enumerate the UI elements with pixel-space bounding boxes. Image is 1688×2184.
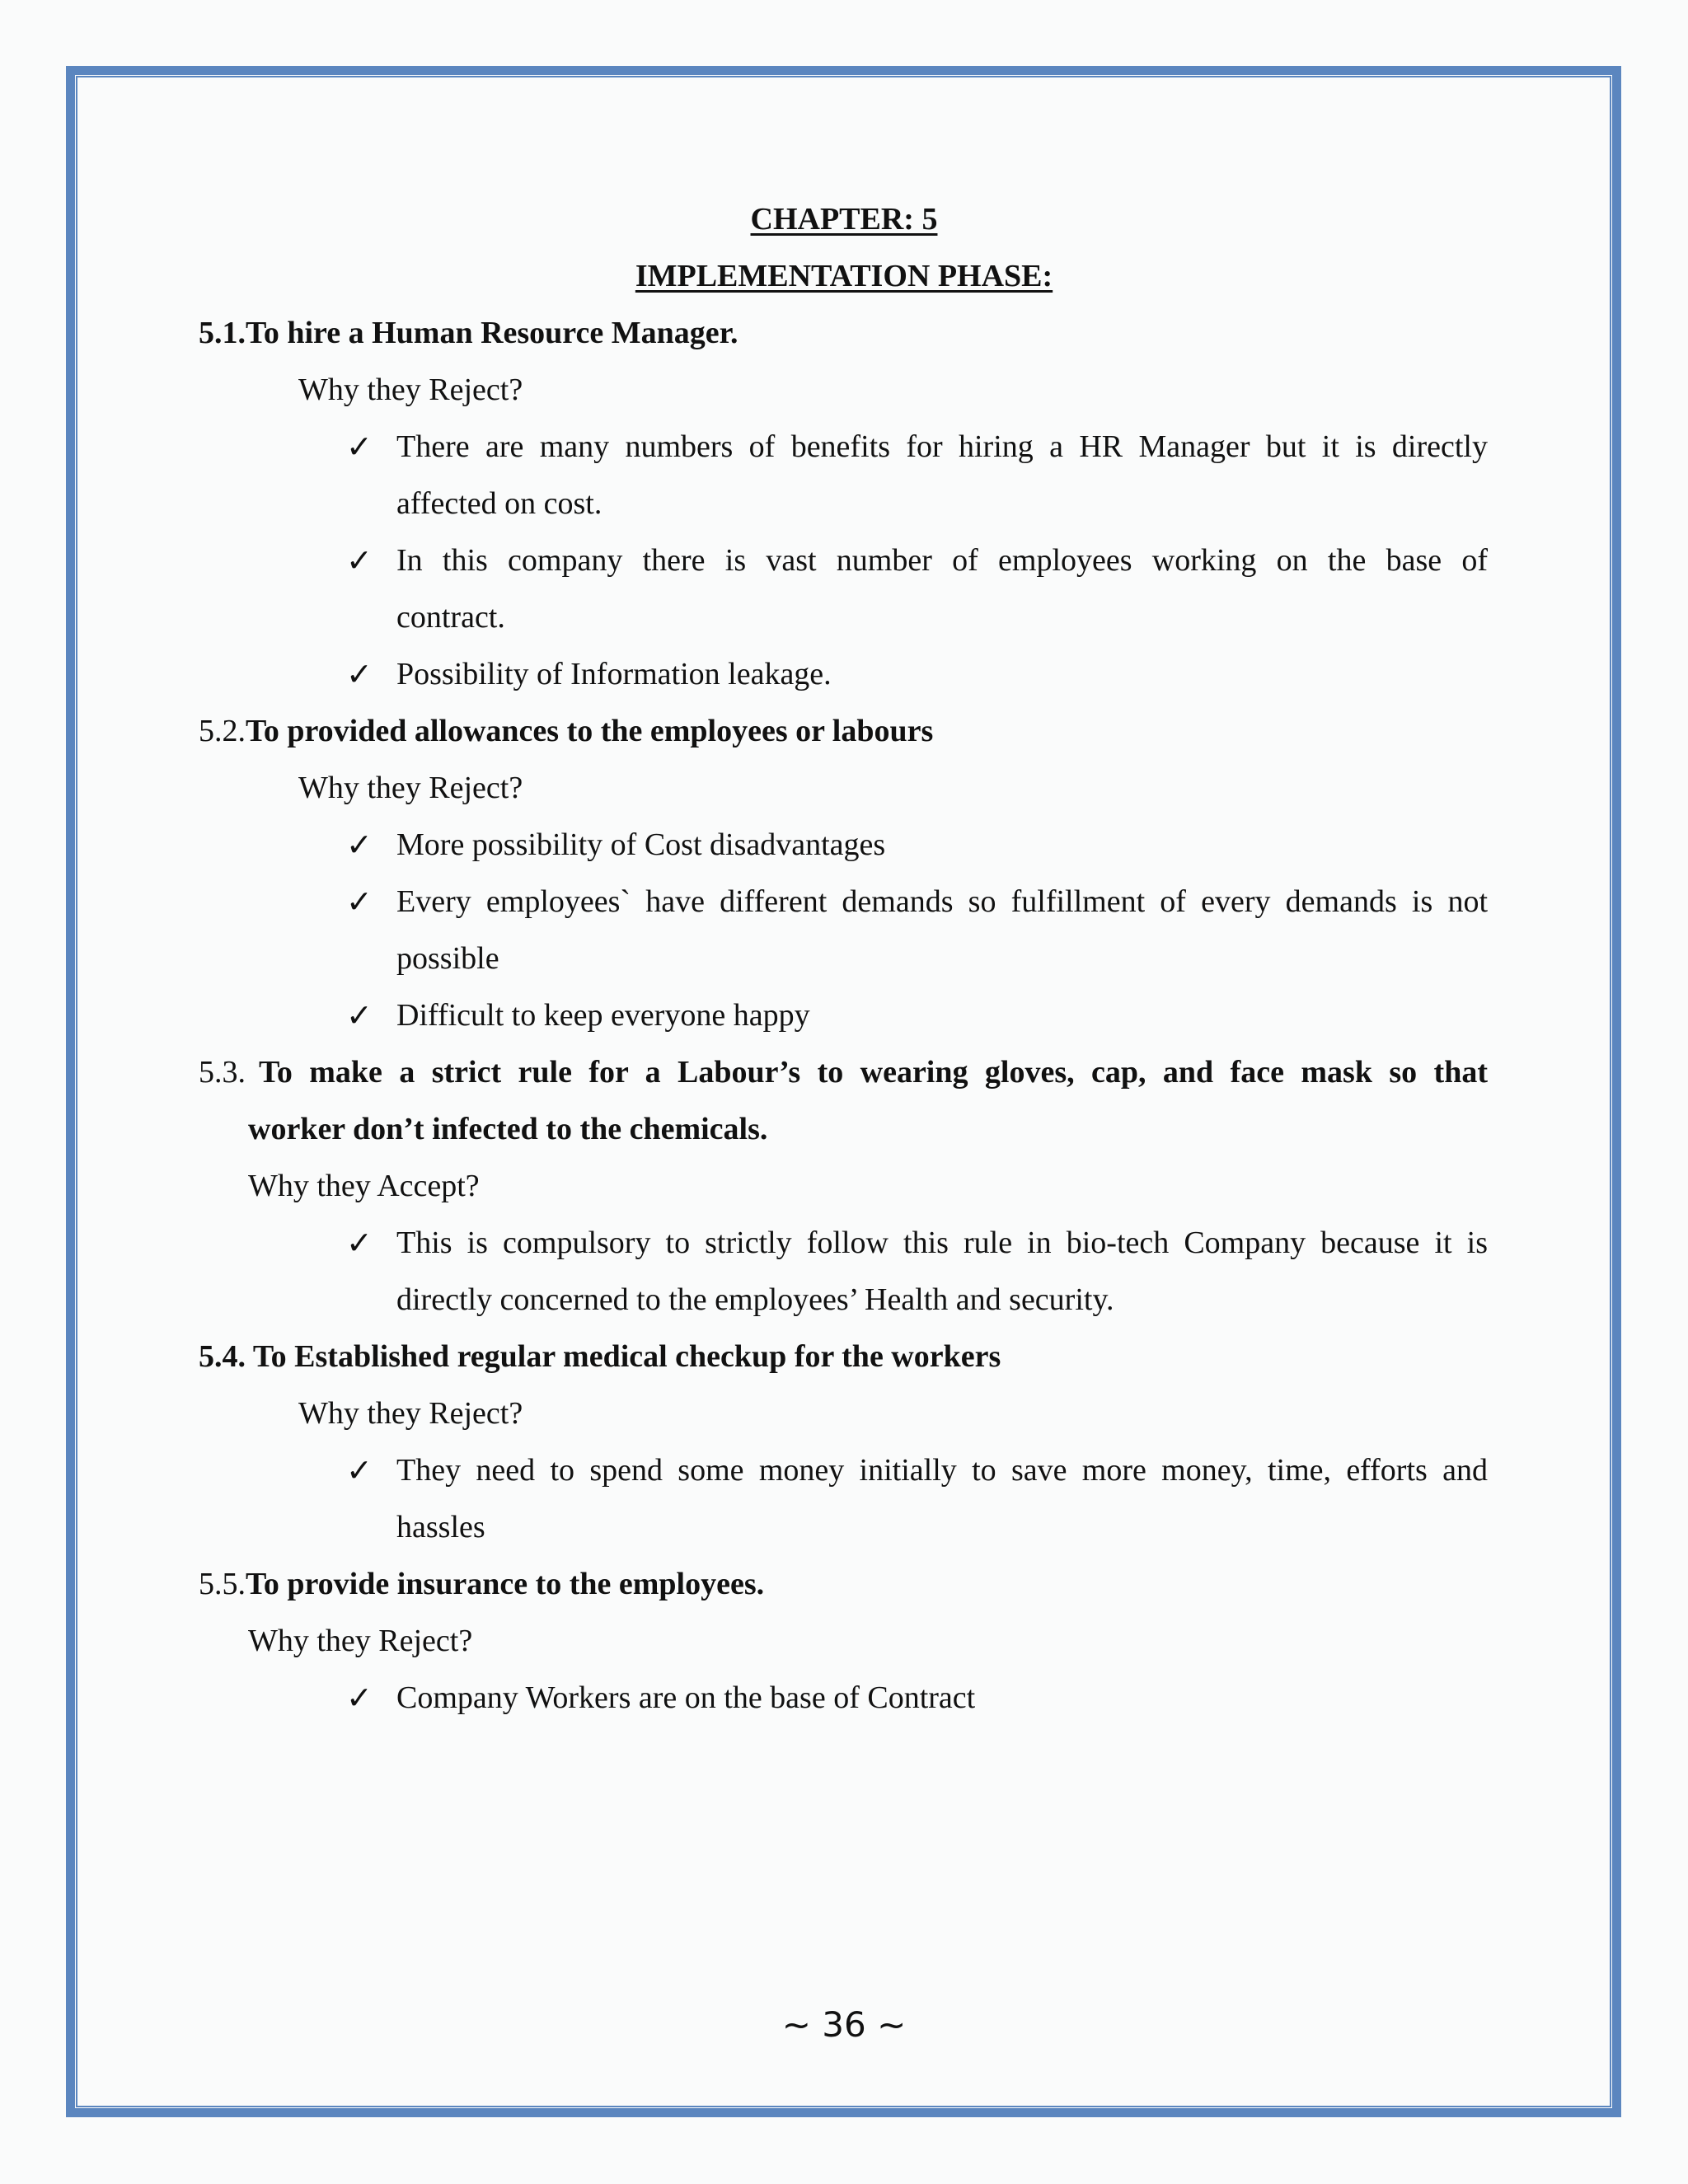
point-5-2-2-line-1: Every employees` have different demands so fulfillment of every demands is not [396,884,1488,919]
section-heading-5-4: 5.4. To Established regular medical checkup for the workers [199,1339,1001,1374]
check-icon: ✓ [346,1680,373,1716]
point-5-1-1-line-1: There are many numbers of benefits for hiring a HR Manager but it is directly [396,429,1488,464]
check-icon: ✓ [346,429,373,465]
check-icon: ✓ [346,883,373,920]
phase-title: IMPLEMENTATION PHASE: [635,259,1053,293]
section-number-5-2: 5.2. [199,714,246,748]
section-heading-5-1: 5.1.To hire a Human Resource Manager. [199,316,738,350]
point-5-3-1-line-2: directly concerned to the employees’ Health and security. [396,1282,1114,1317]
check-icon: ✓ [346,656,373,692]
check-icon: ✓ [346,542,373,579]
section-heading-5-3-line-1: To make a strict rule for a Labour’s to wearing gloves, cap, and face mask so that [259,1055,1488,1090]
section-question-5-5: Why they Reject? [248,1624,473,1658]
check-icon: ✓ [346,1225,373,1261]
section-question-5-4: Why they Reject? [298,1396,523,1431]
section-number-5-3: 5.3. [199,1055,246,1090]
point-5-1-2-line-1: In this company there is vast number of employees working on the base of [396,543,1488,578]
section-heading-5-3-line-2: worker don’t infected to the chemicals. [248,1112,768,1146]
point-5-5-1: Company Workers are on the base of Contract [396,1680,976,1715]
chapter-title: CHAPTER: 5 [750,202,938,237]
section-question-5-1: Why they Reject? [298,373,523,407]
point-5-1-3: Possibility of Information leakage. [396,657,832,691]
section-question-5-3: Why they Accept? [248,1169,480,1203]
section-heading-5-5 [199,1565,764,1603]
point-5-1-2-line-2: contract. [396,600,505,635]
check-icon: ✓ [346,997,373,1033]
point-5-1-1-line-2: affected on cost. [396,486,603,521]
section-heading-5-2 [199,712,933,750]
section-heading-text-5-2: To provided allowances to the employees or labours [246,714,934,748]
section-question-5-2: Why they Reject? [298,771,523,805]
point-5-4-1-line-2: hassles [396,1510,485,1544]
check-icon: ✓ [346,827,373,863]
point-5-4-1-line-1: They need to spend some money initially to save more money, time, efforts and [396,1453,1488,1488]
check-icon: ✓ [346,1452,373,1488]
page-number: ~ 36 ~ [781,2004,907,2045]
section-number-5-5: 5.5. [199,1567,246,1601]
point-5-2-2-line-2: possible [396,941,499,976]
section-heading-text-5-5: To provide insurance to the employees. [246,1567,765,1601]
point-5-3-1-line-1: This is compulsory to strictly follow this rule in bio-tech Company because it is [396,1226,1488,1260]
point-5-2-1: More possibility of Cost disadvantages [396,827,886,862]
point-5-2-3: Difficult to keep everyone happy [396,998,810,1033]
